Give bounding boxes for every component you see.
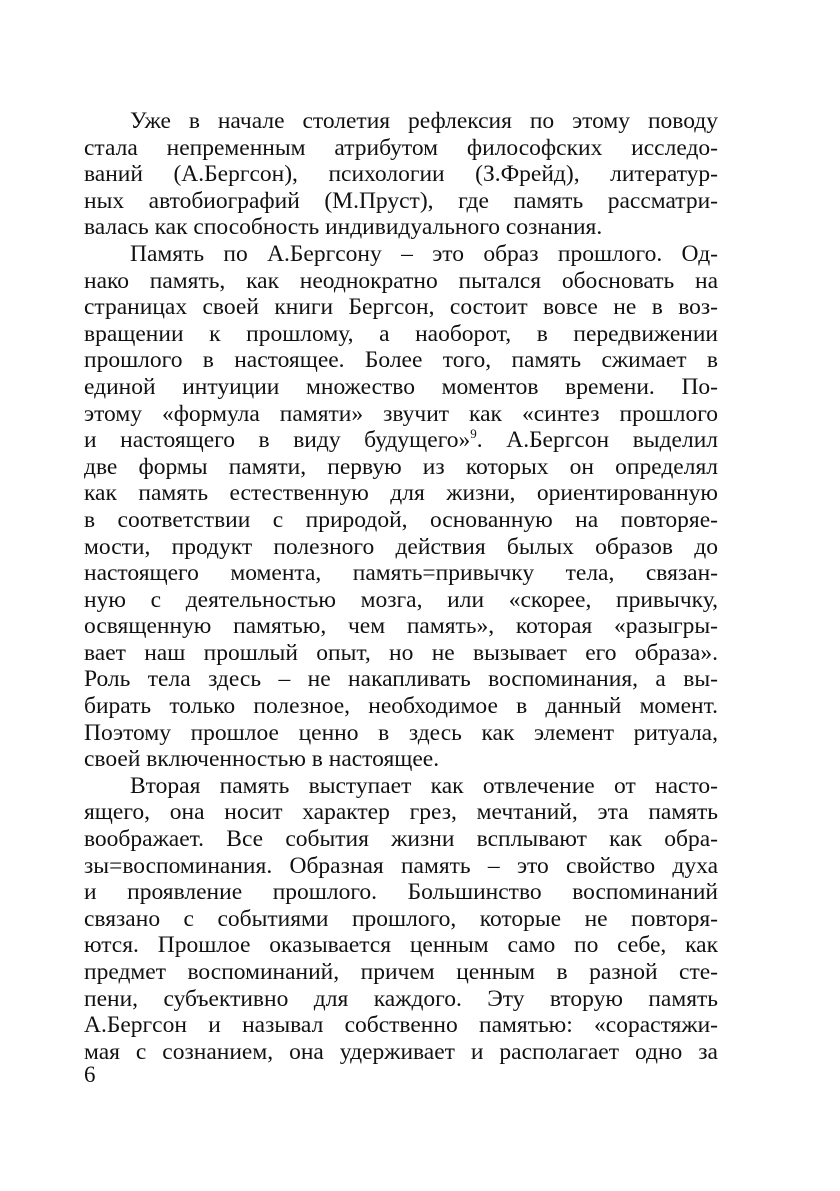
text-line: ную с деятельностью мозга, или «скорее, привычку, [84,586,718,613]
text-line: ваний (А.Бергсон), психологии (З.Фрейд), литератур- [84,161,718,188]
text-line: ются. Прошлое оказывается ценным само по себе, как [84,932,718,959]
body-text [84,108,718,1065]
text-line: как память естественную для жизни, ориентированную [84,480,718,507]
paragraph-3 [84,773,718,1066]
text-line: Поэтому прошлое ценно в здесь как элемент ритуала, [84,719,718,746]
text-line: и проявление прошлого. Большинство воспоминаний [84,879,718,906]
text-line: Роль тела здесь – не накапливать воспоминания, а вы- [84,666,718,693]
paragraph-1 [84,108,718,241]
text-line: зы=воспоминания. Образная память – это свойство духа [84,852,718,879]
text-line: своей включенностью в настоящее. [84,746,440,773]
text-line: единой интуиции множество моментов времени. По- [84,373,718,400]
text-line: Память по А.Бергсону – это образ прошлого. Од- [130,240,718,267]
text-line: пени, субъективно для каждого. Эту вторую память [84,985,718,1012]
text-line: вает наш прошлый опыт, но не вызывает его образа». [84,639,718,666]
text-segment: . А.Бергсон выделил [476,427,719,454]
text-line: бирать только полезное, необходимое в данный момент. [84,693,718,720]
text-line: две формы памяти, первую из которых он определял [84,453,718,480]
text-line: страницах своей книги Бергсон, состоит вовсе не в воз- [84,294,718,321]
text-line: А.Бергсон и называл собственно памятью: «сорастяжи- [84,1012,718,1039]
text-line: вращении к прошлому, а наоборот, в передвижении [84,320,718,347]
page-number: 6 [84,1062,96,1087]
text-line: ных автобиографий (М.Пруст), где память рассматри- [84,187,718,214]
text-line: настоящего момента, память=привычку тела, связан- [84,560,718,587]
text-line: мая с сознанием, она удерживает и располагает одно за [84,1038,718,1065]
text-segment: и настоящего в виду будущего» [84,427,471,454]
text-line: ящего, она носит характер грез, мечтаний, эта память [84,799,718,826]
text-line: этому «формула памяти» звучит как «синтез прошлого [84,400,718,427]
text-line: нако память, как неоднократно пытался обосновать на [84,267,718,294]
paragraph-2 [84,241,718,773]
text-line: Вторая память выступает как отвлечение от насто- [130,772,718,799]
text-line: освященную памятью, чем память», которая «разыгры- [84,613,718,640]
text-line: в соответствии с природой, основанную на повторяе- [84,506,718,533]
text-line: валась как способность индивидуального сознания. [84,214,603,241]
text-line: мости, продукт полезного действия былых образов до [84,533,718,560]
text-line-with-footnote [84,427,718,454]
footnote-reference: 9 [470,426,477,442]
text-line: связано с событиями прошлого, которые не повторя- [84,905,718,932]
text-line: прошлого в настоящее. Более того, память сжимает в [84,347,718,374]
text-line: Уже в начале столетия рефлексия по этому поводу [130,108,718,134]
text-line: воображает. Все события жизни всплывают как обра- [84,826,718,853]
text-line: предмет воспоминаний, причем ценным в разной сте- [84,959,718,985]
text-line: стала непременным атрибутом философских исследо- [84,134,718,161]
